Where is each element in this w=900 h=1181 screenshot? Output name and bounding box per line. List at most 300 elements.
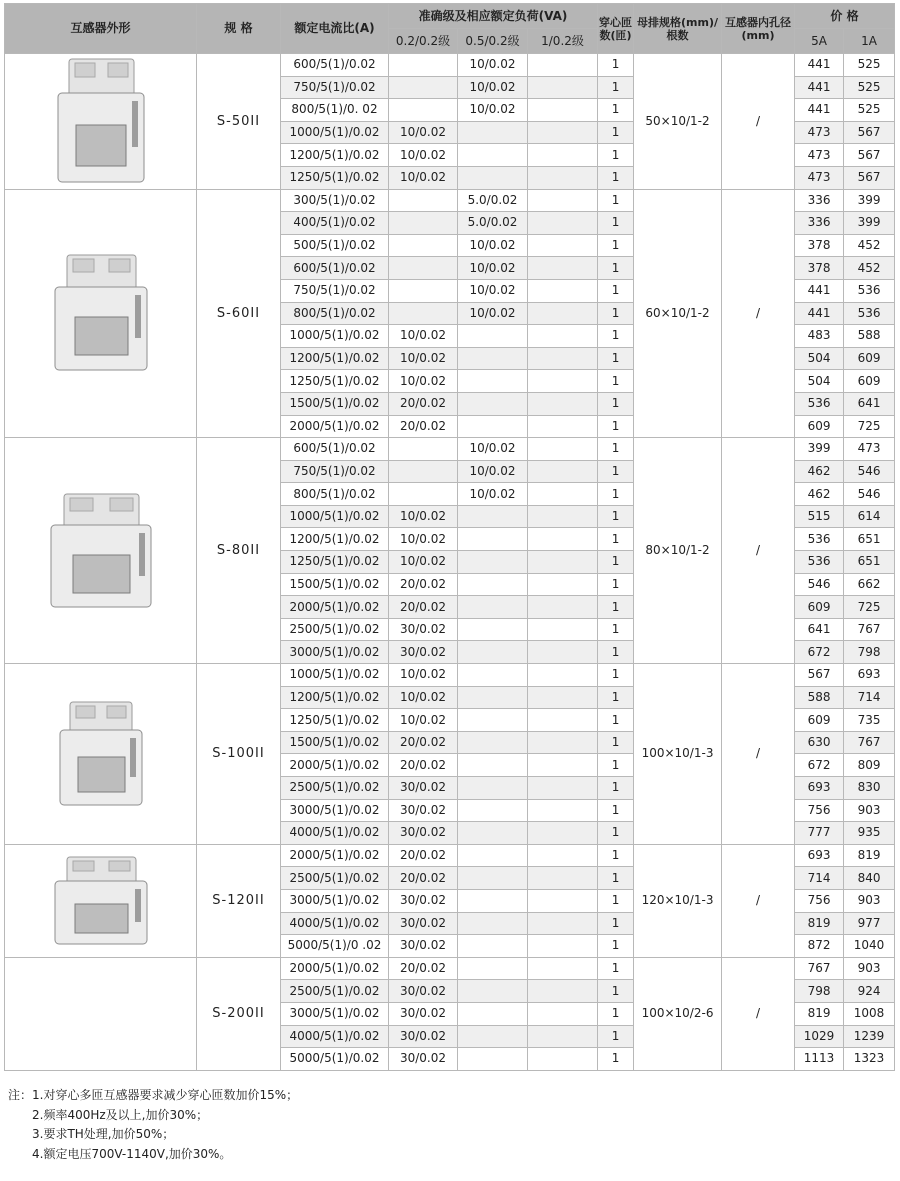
rated-ratio: 1000/5(1)/0.02	[281, 664, 389, 687]
price-1a: 977	[844, 912, 895, 935]
accuracy-1	[528, 257, 598, 280]
accuracy-1	[528, 302, 598, 325]
accuracy-02	[389, 302, 458, 325]
price-1a: 399	[844, 189, 895, 212]
accuracy-05	[458, 1002, 528, 1025]
busbar-spec: 60×10/1-2	[634, 189, 722, 438]
price-5a: 872	[795, 935, 844, 958]
notes-prefix: 注：	[8, 1088, 33, 1102]
price-5a: 693	[795, 777, 844, 800]
turns: 1	[598, 325, 634, 348]
accuracy-02: 10/0.02	[389, 709, 458, 732]
turns: 1	[598, 731, 634, 754]
rated-ratio: 3000/5(1)/0.02	[281, 799, 389, 822]
accuracy-02: 10/0.02	[389, 325, 458, 348]
accuracy-05: 10/0.02	[458, 257, 528, 280]
price-1a: 903	[844, 957, 895, 980]
accuracy-02: 10/0.02	[389, 664, 458, 687]
turns: 1	[598, 641, 634, 664]
header-acc-02: 0.2/0.2级	[389, 29, 458, 54]
price-5a: 441	[795, 302, 844, 325]
rated-ratio: 750/5(1)/0.02	[281, 460, 389, 483]
price-1a: 735	[844, 709, 895, 732]
accuracy-02: 30/0.02	[389, 1002, 458, 1025]
accuracy-05	[458, 664, 528, 687]
accuracy-05	[458, 392, 528, 415]
turns: 1	[598, 754, 634, 777]
price-1a: 609	[844, 347, 895, 370]
price-5a: 819	[795, 1002, 844, 1025]
price-5a: 714	[795, 867, 844, 890]
accuracy-05	[458, 799, 528, 822]
turns: 1	[598, 121, 634, 144]
accuracy-05	[458, 415, 528, 438]
price-1a: 935	[844, 822, 895, 845]
rated-ratio: 4000/5(1)/0.02	[281, 912, 389, 935]
accuracy-02: 20/0.02	[389, 867, 458, 890]
price-5a: 462	[795, 460, 844, 483]
price-1a: 714	[844, 686, 895, 709]
price-1a: 614	[844, 505, 895, 528]
accuracy-1	[528, 777, 598, 800]
accuracy-02: 10/0.02	[389, 505, 458, 528]
accuracy-1	[528, 686, 598, 709]
turns: 1	[598, 234, 634, 257]
price-1a: 924	[844, 980, 895, 1003]
rated-ratio: 400/5(1)/0.02	[281, 212, 389, 235]
turns: 1	[598, 99, 634, 122]
accuracy-02	[389, 54, 458, 77]
turns: 1	[598, 551, 634, 574]
table-body	[5, 54, 895, 1071]
price-1a: 546	[844, 483, 895, 506]
rated-ratio: 2500/5(1)/0.02	[281, 980, 389, 1003]
current-transformer-illustration	[53, 855, 149, 947]
accuracy-05	[458, 528, 528, 551]
price-1a: 588	[844, 325, 895, 348]
header-bore: 互感器内孔径(mm)	[722, 4, 795, 54]
accuracy-02: 20/0.02	[389, 415, 458, 438]
turns: 1	[598, 54, 634, 77]
turns: 1	[598, 799, 634, 822]
accuracy-1	[528, 980, 598, 1003]
turns: 1	[598, 935, 634, 958]
model-name: S-50II	[197, 54, 281, 190]
table-header	[5, 4, 895, 54]
accuracy-05: 10/0.02	[458, 234, 528, 257]
accuracy-05	[458, 686, 528, 709]
price-5a: 473	[795, 121, 844, 144]
price-1a: 840	[844, 867, 895, 890]
accuracy-05: 10/0.02	[458, 279, 528, 302]
accuracy-02: 20/0.02	[389, 573, 458, 596]
table-row	[5, 957, 895, 980]
price-5a: 378	[795, 257, 844, 280]
price-1a: 1239	[844, 1025, 895, 1048]
price-1a: 809	[844, 754, 895, 777]
turns: 1	[598, 573, 634, 596]
turns: 1	[598, 144, 634, 167]
accuracy-02: 10/0.02	[389, 528, 458, 551]
price-5a: 441	[795, 99, 844, 122]
current-transformer-illustration	[56, 57, 146, 185]
header-appearance: 互感器外形	[5, 4, 197, 54]
accuracy-05	[458, 551, 528, 574]
model-name: S-60II	[197, 189, 281, 438]
price-5a: 767	[795, 957, 844, 980]
accuracy-05	[458, 844, 528, 867]
turns: 1	[598, 686, 634, 709]
rated-ratio: 1000/5(1)/0.02	[281, 121, 389, 144]
rated-ratio: 2500/5(1)/0.02	[281, 777, 389, 800]
accuracy-05	[458, 596, 528, 619]
price-5a: 441	[795, 54, 844, 77]
rated-ratio: 600/5(1)/0.02	[281, 257, 389, 280]
turns: 1	[598, 189, 634, 212]
price-5a: 483	[795, 325, 844, 348]
rated-ratio: 750/5(1)/0.02	[281, 279, 389, 302]
accuracy-05	[458, 889, 528, 912]
header-ratio: 额定电流比(A)	[281, 4, 389, 54]
accuracy-02	[389, 234, 458, 257]
rated-ratio: 800/5(1)/0. 02	[281, 99, 389, 122]
header-price-5a: 5A	[795, 29, 844, 54]
accuracy-05	[458, 980, 528, 1003]
price-1a: 567	[844, 121, 895, 144]
rated-ratio: 2000/5(1)/0.02	[281, 596, 389, 619]
accuracy-02: 30/0.02	[389, 799, 458, 822]
turns: 1	[598, 279, 634, 302]
accuracy-1	[528, 709, 598, 732]
current-transformer-illustration	[53, 253, 149, 373]
accuracy-05: 10/0.02	[458, 438, 528, 461]
accuracy-1	[528, 279, 598, 302]
price-1a: 819	[844, 844, 895, 867]
accuracy-02: 10/0.02	[389, 144, 458, 167]
price-1a: 525	[844, 54, 895, 77]
turns: 1	[598, 709, 634, 732]
rated-ratio: 1250/5(1)/0.02	[281, 166, 389, 189]
accuracy-05: 5.0/0.02	[458, 212, 528, 235]
accuracy-1	[528, 1025, 598, 1048]
rated-ratio: 1500/5(1)/0.02	[281, 731, 389, 754]
table-row	[5, 664, 895, 687]
accuracy-05	[458, 325, 528, 348]
accuracy-1	[528, 641, 598, 664]
turns: 1	[598, 257, 634, 280]
price-5a: 756	[795, 889, 844, 912]
table-row	[5, 189, 895, 212]
accuracy-02: 10/0.02	[389, 551, 458, 574]
rated-ratio: 500/5(1)/0.02	[281, 234, 389, 257]
accuracy-1	[528, 189, 598, 212]
accuracy-1	[528, 664, 598, 687]
price-5a: 609	[795, 415, 844, 438]
accuracy-05	[458, 912, 528, 935]
rated-ratio: 3000/5(1)/0.02	[281, 641, 389, 664]
price-5a: 399	[795, 438, 844, 461]
note-item: 4.额定电压700V-1140V,加价30%。	[32, 1146, 232, 1161]
rated-ratio: 2000/5(1)/0.02	[281, 957, 389, 980]
rated-ratio: 1500/5(1)/0.02	[281, 573, 389, 596]
rated-ratio: 1250/5(1)/0.02	[281, 709, 389, 732]
accuracy-1	[528, 121, 598, 144]
rated-ratio: 600/5(1)/0.02	[281, 438, 389, 461]
accuracy-1	[528, 957, 598, 980]
price-1a: 609	[844, 370, 895, 393]
rated-ratio: 2000/5(1)/0.02	[281, 844, 389, 867]
rated-ratio: 1000/5(1)/0.02	[281, 325, 389, 348]
price-5a: 546	[795, 573, 844, 596]
header-busbar: 母排规格(mm)/根数	[634, 4, 722, 54]
accuracy-05: 10/0.02	[458, 460, 528, 483]
price-5a: 336	[795, 189, 844, 212]
accuracy-05	[458, 573, 528, 596]
accuracy-1	[528, 844, 598, 867]
accuracy-1	[528, 392, 598, 415]
price-1a: 798	[844, 641, 895, 664]
product-photo	[5, 664, 197, 845]
price-1a: 567	[844, 166, 895, 189]
rated-ratio: 2000/5(1)/0.02	[281, 754, 389, 777]
price-1a: 525	[844, 76, 895, 99]
accuracy-1	[528, 867, 598, 890]
accuracy-02: 30/0.02	[389, 1048, 458, 1071]
header-accuracy: 准确级及相应额定负荷(VA)	[389, 4, 598, 29]
accuracy-02: 20/0.02	[389, 754, 458, 777]
turns: 1	[598, 166, 634, 189]
accuracy-02	[389, 279, 458, 302]
accuracy-02: 30/0.02	[389, 889, 458, 912]
accuracy-02: 30/0.02	[389, 618, 458, 641]
current-transformer-illustration	[49, 492, 153, 610]
accuracy-1	[528, 551, 598, 574]
price-5a: 441	[795, 76, 844, 99]
price-5a: 473	[795, 144, 844, 167]
product-photo	[5, 189, 197, 438]
note-item: 3.要求TH处理,加价50%；	[32, 1127, 175, 1141]
accuracy-05	[458, 144, 528, 167]
bore-diameter: /	[722, 844, 795, 957]
price-5a: 536	[795, 551, 844, 574]
turns: 1	[598, 1025, 634, 1048]
accuracy-1	[528, 912, 598, 935]
accuracy-05: 10/0.02	[458, 99, 528, 122]
bore-diameter: /	[722, 664, 795, 845]
accuracy-1	[528, 347, 598, 370]
price-1a: 725	[844, 415, 895, 438]
table-row	[5, 844, 895, 867]
header-acc-05: 0.5/0.2级	[458, 29, 528, 54]
price-5a: 504	[795, 370, 844, 393]
accuracy-1	[528, 935, 598, 958]
turns: 1	[598, 889, 634, 912]
price-5a: 441	[795, 279, 844, 302]
rated-ratio: 1200/5(1)/0.02	[281, 347, 389, 370]
price-1a: 830	[844, 777, 895, 800]
header-price: 价 格	[795, 4, 895, 29]
product-photo	[5, 438, 197, 664]
price-1a: 546	[844, 460, 895, 483]
accuracy-02: 30/0.02	[389, 980, 458, 1003]
price-1a: 1323	[844, 1048, 895, 1071]
price-1a: 903	[844, 889, 895, 912]
turns: 1	[598, 528, 634, 551]
accuracy-1	[528, 415, 598, 438]
accuracy-1	[528, 460, 598, 483]
accuracy-1	[528, 325, 598, 348]
accuracy-05	[458, 370, 528, 393]
product-photo	[5, 844, 197, 957]
accuracy-05	[458, 935, 528, 958]
accuracy-02	[389, 438, 458, 461]
price-1a: 536	[844, 279, 895, 302]
accuracy-02: 10/0.02	[389, 370, 458, 393]
model-name: S-200II	[197, 957, 281, 1070]
rated-ratio: 5000/5(1)/0 .02	[281, 935, 389, 958]
rated-ratio: 2000/5(1)/0.02	[281, 415, 389, 438]
accuracy-1	[528, 166, 598, 189]
accuracy-1	[528, 505, 598, 528]
accuracy-05	[458, 731, 528, 754]
rated-ratio: 1200/5(1)/0.02	[281, 144, 389, 167]
rated-ratio: 600/5(1)/0.02	[281, 54, 389, 77]
turns: 1	[598, 347, 634, 370]
accuracy-1	[528, 76, 598, 99]
accuracy-1	[528, 99, 598, 122]
accuracy-1	[528, 212, 598, 235]
rated-ratio: 4000/5(1)/0.02	[281, 822, 389, 845]
rated-ratio: 2500/5(1)/0.02	[281, 618, 389, 641]
price-1a: 473	[844, 438, 895, 461]
accuracy-02: 20/0.02	[389, 844, 458, 867]
header-acc-1: 1/0.2级	[528, 29, 598, 54]
price-5a: 609	[795, 596, 844, 619]
accuracy-1	[528, 889, 598, 912]
accuracy-05	[458, 709, 528, 732]
rated-ratio: 1250/5(1)/0.02	[281, 551, 389, 574]
rated-ratio: 1500/5(1)/0.02	[281, 392, 389, 415]
accuracy-1	[528, 822, 598, 845]
price-5a: 536	[795, 392, 844, 415]
accuracy-1	[528, 370, 598, 393]
accuracy-02: 30/0.02	[389, 822, 458, 845]
note-line	[8, 1125, 298, 1145]
accuracy-02	[389, 460, 458, 483]
turns: 1	[598, 957, 634, 980]
turns: 1	[598, 664, 634, 687]
accuracy-02: 20/0.02	[389, 731, 458, 754]
rated-ratio: 1250/5(1)/0.02	[281, 370, 389, 393]
product-photo	[5, 54, 197, 190]
turns: 1	[598, 1002, 634, 1025]
rated-ratio: 750/5(1)/0.02	[281, 76, 389, 99]
accuracy-1	[528, 573, 598, 596]
bore-diameter: /	[722, 438, 795, 664]
price-1a: 641	[844, 392, 895, 415]
table-row	[5, 54, 895, 77]
header-price-1a: 1A	[844, 29, 895, 54]
turns: 1	[598, 460, 634, 483]
turns: 1	[598, 483, 634, 506]
accuracy-02: 30/0.02	[389, 777, 458, 800]
spec-table	[4, 3, 895, 1071]
price-1a: 903	[844, 799, 895, 822]
bore-diameter: /	[722, 189, 795, 438]
accuracy-02: 30/0.02	[389, 912, 458, 935]
accuracy-1	[528, 1002, 598, 1025]
price-5a: 504	[795, 347, 844, 370]
bore-diameter: /	[722, 54, 795, 190]
turns: 1	[598, 415, 634, 438]
accuracy-02: 10/0.02	[389, 121, 458, 144]
accuracy-05	[458, 347, 528, 370]
accuracy-05	[458, 777, 528, 800]
accuracy-1	[528, 596, 598, 619]
accuracy-05	[458, 166, 528, 189]
turns: 1	[598, 392, 634, 415]
accuracy-05	[458, 957, 528, 980]
accuracy-02	[389, 257, 458, 280]
price-1a: 536	[844, 302, 895, 325]
accuracy-1	[528, 528, 598, 551]
busbar-spec: 80×10/1-2	[634, 438, 722, 664]
accuracy-05	[458, 618, 528, 641]
rated-ratio: 3000/5(1)/0.02	[281, 1002, 389, 1025]
accuracy-1	[528, 234, 598, 257]
price-1a: 567	[844, 144, 895, 167]
note-item: 1.对穿心多匝互感器要求减少穿心匝数加价15%；	[32, 1088, 299, 1102]
product-photo	[5, 957, 197, 1070]
turns: 1	[598, 844, 634, 867]
price-5a: 588	[795, 686, 844, 709]
price-1a: 1040	[844, 935, 895, 958]
price-1a: 1008	[844, 1002, 895, 1025]
turns: 1	[598, 867, 634, 890]
price-5a: 567	[795, 664, 844, 687]
accuracy-02	[389, 189, 458, 212]
turns: 1	[598, 980, 634, 1003]
price-1a: 399	[844, 212, 895, 235]
turns: 1	[598, 212, 634, 235]
price-1a: 767	[844, 618, 895, 641]
accuracy-1	[528, 144, 598, 167]
busbar-spec: 50×10/1-2	[634, 54, 722, 190]
accuracy-1	[528, 1048, 598, 1071]
accuracy-1	[528, 731, 598, 754]
price-1a: 452	[844, 257, 895, 280]
turns: 1	[598, 1048, 634, 1071]
price-5a: 609	[795, 709, 844, 732]
accuracy-1	[528, 483, 598, 506]
price-5a: 473	[795, 166, 844, 189]
turns: 1	[598, 618, 634, 641]
price-5a: 756	[795, 799, 844, 822]
price-5a: 630	[795, 731, 844, 754]
price-1a: 651	[844, 528, 895, 551]
price-1a: 693	[844, 664, 895, 687]
notes	[8, 1086, 298, 1164]
price-1a: 452	[844, 234, 895, 257]
table-row	[5, 438, 895, 461]
price-5a: 378	[795, 234, 844, 257]
price-5a: 1113	[795, 1048, 844, 1071]
price-5a: 515	[795, 505, 844, 528]
accuracy-02	[389, 483, 458, 506]
price-5a: 536	[795, 528, 844, 551]
price-5a: 819	[795, 912, 844, 935]
price-5a: 798	[795, 980, 844, 1003]
